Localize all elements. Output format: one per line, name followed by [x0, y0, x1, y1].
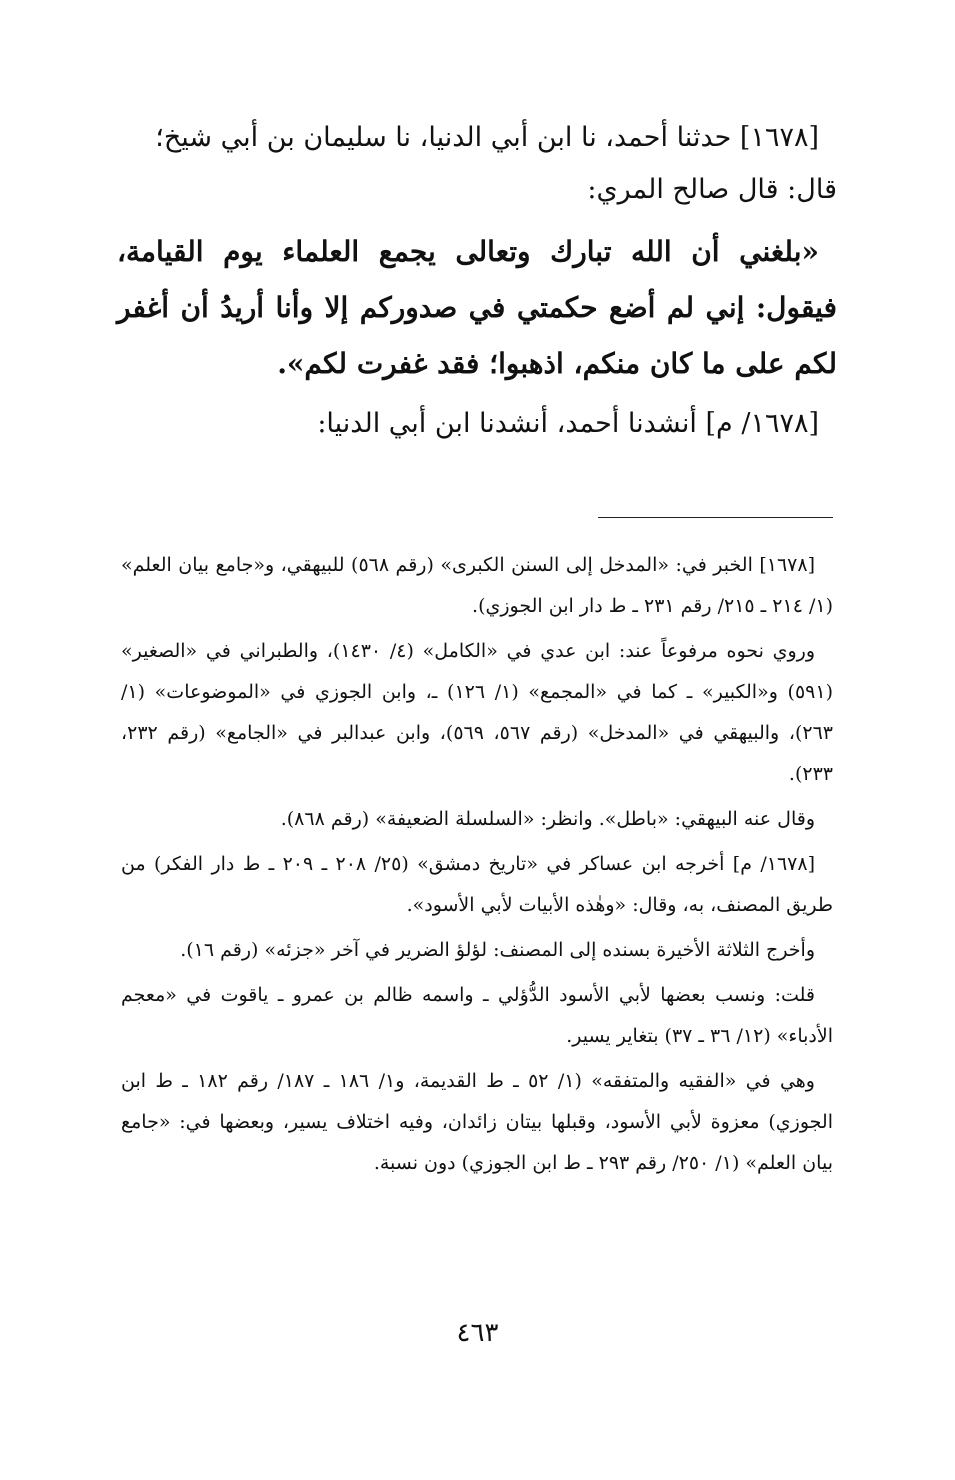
footnote-paragraph: وهي في «الفقيه والمتفقه» (١/ ٥٢ ـ ط القديمة، و١/ ١٨٦ ـ ١٨٧/ رقم ١٨٢ ـ ط ابن الجوزي) معزوة لأبي الأسود، وقبلها بيتان زائدان، وفيه اختلاف يسير، وبعضها في: «جامع بيان العلم» (١/ ٢٥٠/ رقم ٢٩٣ ـ ط ابن الجوزي) دون نسبة. — [121, 1070, 833, 1174]
footnote-paragraph: وروي نحوه مرفوعاً عند: ابن عدي في «الكامل» (٤/ ١٤٣٠)، والطبراني في «الصغير» (٥٩١) و«الكبير» ـ كما في «المجمع» (١/ ١٢٦) ـ، وابن الجوزي في «الموضوعات» (١/ ٢٦٣)، والبيهقي في «المدخل» (رقم ٥٦٧، ٥٦٩)، وابن عبدالبر في «الجامع» (رقم ٢٣٢، ٢٣٣). — [121, 640, 833, 785]
footnote-paragraph: وأخرج الثلاثة الأخيرة بسنده إلى المصنف: لؤلؤ الضرير في آخر «جزئه» (رقم ١٦). — [180, 939, 815, 961]
footnote-paragraph: [١٦٧٨/ م] أخرجه ابن عساكر في «تاريخ دمشق» (٢٥/ ٢٠٨ ـ ٢٠٩ ـ ط دار الفكر) من طريق المصنف، به، وقال: «وهٰذه الأبيات لأبي الأسود». — [121, 853, 833, 916]
footnotes — [121, 545, 833, 1188]
hadith-1678-isnad: [١٦٧٨] حدثنا أحمد، نا ابن أبي الدنيا، نا سليمان بن أبي شيخ؛ — [155, 122, 819, 153]
footnote-paragraph: قلت: ونسب بعضها لأبي الأسود الدُّؤلي ـ واسمه ظالم بن عمرو ـ ياقوت في «معجم الأدباء» (١٢/ ٣٦ ـ ٣٧) بتغاير يسير. — [121, 984, 833, 1047]
hadith-1678m-isnad: [١٦٧٨/ م] أنشدنا أحمد، أنشدنا ابن أبي الدنيا: — [317, 408, 819, 439]
hadith-1678-narrator: قال: قال صالح المري: — [587, 174, 837, 205]
footnote-paragraph: وقال عنه البيهقي: «باطل». وانظر: «السلسلة الضعيفة» (رقم ٨٦٨). — [280, 808, 815, 830]
footnote-paragraph: [١٦٧٨] الخبر في: «المدخل إلى السنن الكبرى» (رقم ٥٦٨) للبيهقي، و«جامع بيان العلم» (١/ ٢١٤ ـ ٢١٥/ رقم ٢٣١ ـ ط دار ابن الجوزي). — [121, 554, 833, 617]
page-number: ٤٦٣ — [456, 1318, 499, 1348]
footnote-separator — [598, 517, 833, 518]
hadith-1678-quote: «بلغني أن الله تبارك وتعالى يجمع العلماء يوم القيامة، فيقول: إني لم أضع حكمتي في صدوركم إلا وأنا أريدُ أن أغفر لكم على ما كان منكم، اذهبوا؛ فقد غفرت لكم». — [117, 235, 837, 380]
main-text — [117, 112, 837, 450]
